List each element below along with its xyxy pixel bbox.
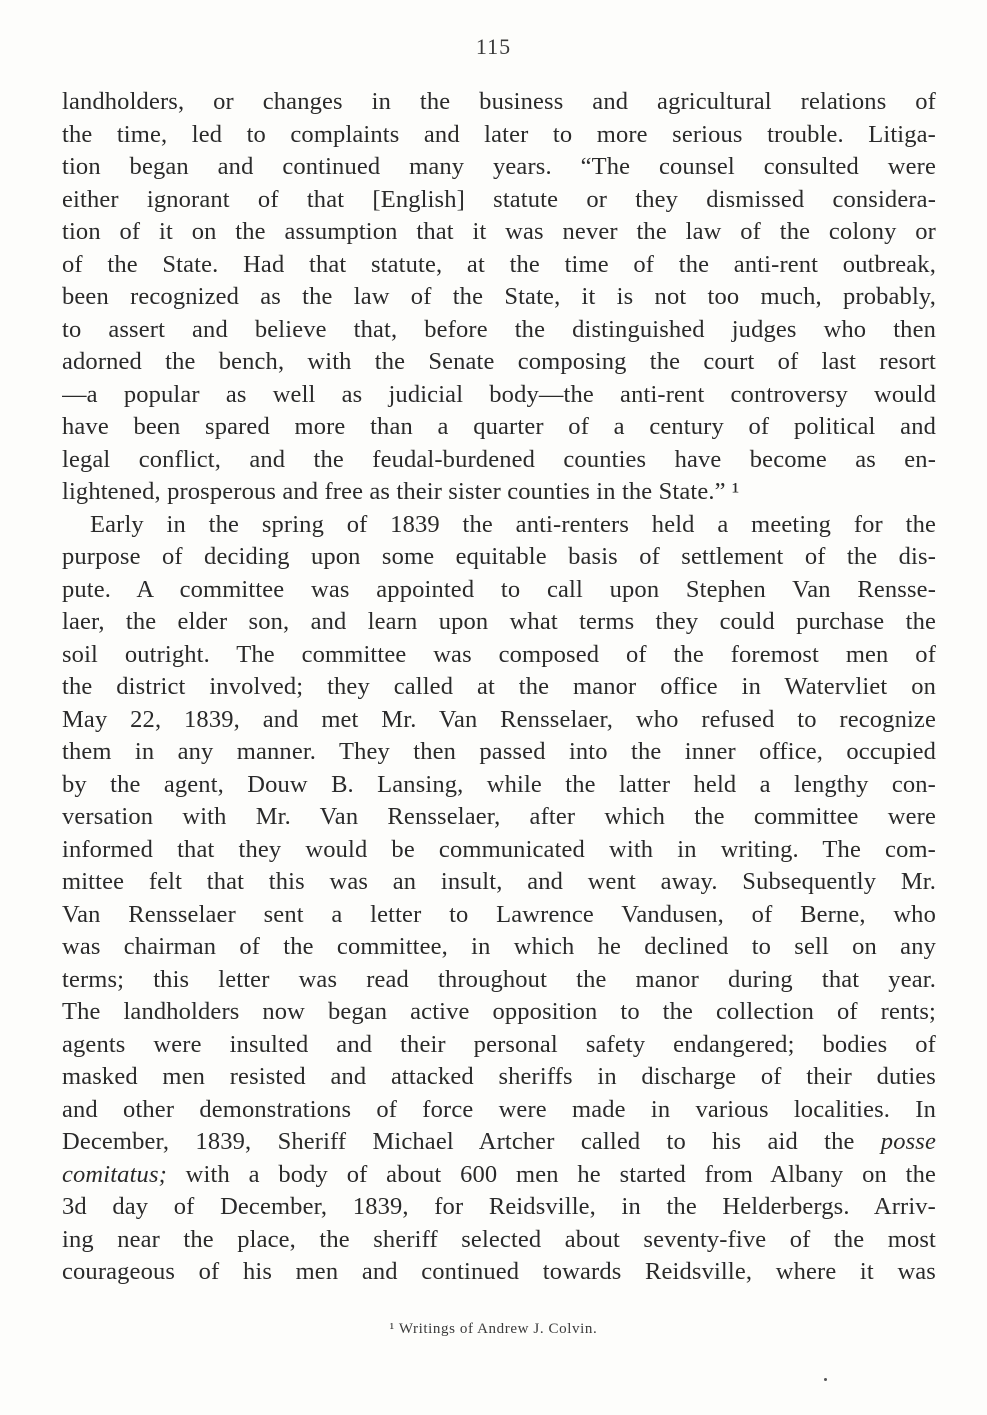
text-line: them in any manner. They then passed into the inner office, occupied xyxy=(62,738,936,765)
text-line: laer, the elder son, and learn upon what terms they could purchase the xyxy=(62,608,936,635)
text-line: informed that they would be communicated with in writing. The com- xyxy=(62,835,936,863)
text-line: to assert and believe that, before the distinguished judges who then xyxy=(62,315,936,343)
text-line: 3d day of December, 1839, for Reidsville, in the Helderbergs. Arriv- xyxy=(62,1193,936,1220)
text-fragment: December, 1839, Sheriff Michael Artcher called to his aid the xyxy=(62,1128,855,1155)
text-line: adorned the bench, with the Senate composing the court of last resort xyxy=(62,348,936,375)
text-line: terms; this letter was read throughout the manor during that year. xyxy=(62,965,936,993)
text-line: Van Rensselaer sent a letter to Lawrence Vandusen, of Berne, who xyxy=(62,900,936,928)
text-fragment: with a body of about 600 men he started from Albany on the xyxy=(166,1160,936,1188)
text-line: courageous of his men and continued towards Reidsville, where it was xyxy=(62,1258,936,1285)
text-line: tion began and continued many years. “The counsel consulted were xyxy=(62,153,936,180)
text-line: of the State. Had that statute, at the time of the anti-rent outbreak, xyxy=(62,250,936,278)
text-line: Early in the spring of 1839 the anti-renters held a meeting for the xyxy=(90,510,936,538)
text-line: the time, led to complaints and later to more serious trouble. Litiga- xyxy=(62,120,936,148)
page-number: 115 xyxy=(475,34,512,59)
paper-speck xyxy=(824,1378,827,1381)
text-line: the district involved; they called at the manor office in Watervliet on xyxy=(62,673,936,700)
italic-term: posse xyxy=(880,1128,936,1155)
text-line: mittee felt that this was an insult, and went away. Subsequently Mr. xyxy=(62,868,936,895)
text-line: masked men resisted and attacked sheriffs in discharge of their duties xyxy=(62,1063,936,1090)
text-line: May 22, 1839, and met Mr. Van Rensselaer, who refused to recognize xyxy=(62,705,936,733)
body-text xyxy=(62,86,936,1289)
footnote: ¹ Writings of Andrew J. Colvin. xyxy=(389,1321,598,1337)
text-line: soil outright. The committee was composed of the foremost men of xyxy=(62,640,936,668)
text-line: landholders, or changes in the business and agricultural relations of xyxy=(62,88,936,115)
text-line: by the agent, Douw B. Lansing, while the latter held a lengthy con- xyxy=(62,770,936,798)
italic-term: comitatus; xyxy=(62,1160,167,1188)
text-line: The landholders now began active opposition to the collection of rents; xyxy=(62,998,936,1025)
text-line: lightened, prosperous and free as their sister counties in the State.” ¹ xyxy=(62,478,740,505)
text-line: either ignorant of that [English] statute or they dismissed considera- xyxy=(62,185,936,213)
text-line: tion of it on the assumption that it was never the law of the colony or xyxy=(62,218,936,245)
text-line: been recognized as the law of the State, it is not too much, probably, xyxy=(62,283,936,310)
text-line xyxy=(62,1159,936,1192)
text-line: ing near the place, the sheriff selected about seventy-five of the most xyxy=(62,1225,936,1253)
text-line: —a popular as well as judicial body—the anti-rent controversy would xyxy=(62,380,936,408)
text-line: and other demonstrations of force were made in various localities. In xyxy=(62,1095,936,1123)
text-line: legal conflict, and the feudal-burdened counties have become as en- xyxy=(62,445,936,473)
text-line: was chairman of the committee, in which he declined to sell on any xyxy=(62,933,936,960)
text-line: purpose of deciding upon some equitable basis of settlement of the dis- xyxy=(62,543,936,570)
text-line: pute. A committee was appointed to call upon Stephen Van Rensse- xyxy=(62,575,936,603)
text-line: have been spared more than a quarter of a century of political and xyxy=(62,413,936,440)
text-line: agents were insulted and their personal safety endangered; bodies of xyxy=(62,1030,936,1058)
text-line xyxy=(62,1126,936,1159)
text-line: versation with Mr. Van Rensselaer, after which the committee were xyxy=(62,803,936,830)
